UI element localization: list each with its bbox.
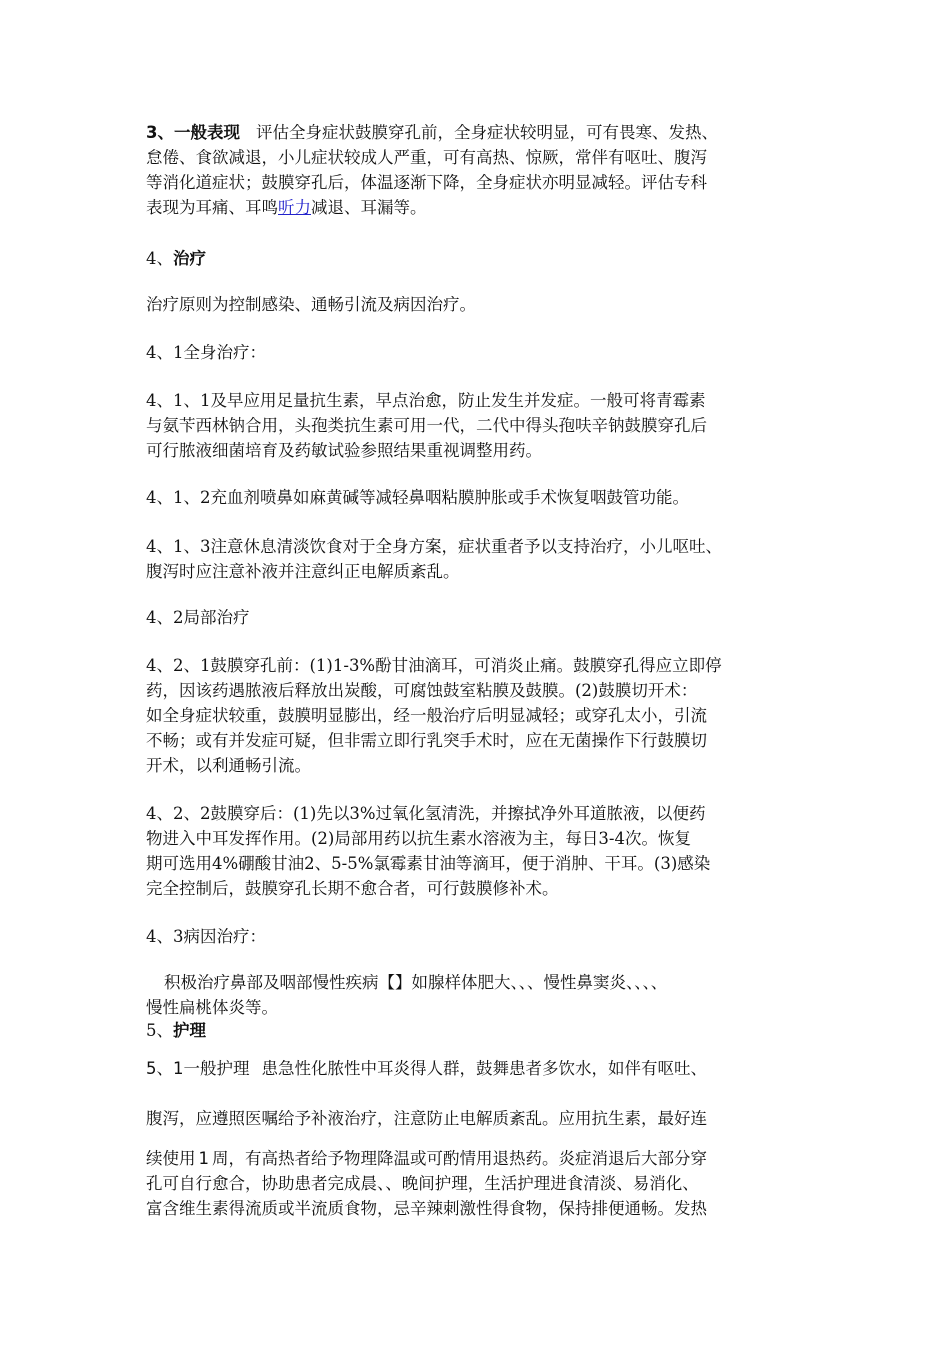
subsection-5-1-line-2: 腹泻，应遵照医嘱给予补液治疗，注意防止电解质紊乱。应用抗生素，最好连	[146, 1109, 707, 1128]
subsection-4-2-1	[146, 653, 811, 778]
subsection-5-1-line-3-number: 1	[198, 1149, 209, 1168]
subsection-4-3-title: 4、3病因治疗：	[146, 927, 266, 946]
section-3-heading: 3、一般表现	[146, 123, 240, 142]
subsection-4-3	[146, 924, 811, 949]
section-3-paragraph	[146, 120, 811, 220]
subsection-4-3-line: 慢性扁桃体炎等。	[146, 998, 278, 1017]
subsection-5-1-line-1: 患急性化脓性中耳炎得人群，鼓舞患者多饮水，如伴有呕吐、	[261, 1059, 707, 1078]
subsection-5-1-line-3-start: 续使用	[146, 1149, 196, 1168]
subsection-4-2-1-line: 药，因该药遇脓液后释放出炭酸，可腐蚀鼓室粘膜及鼓膜。(2)鼓膜切开术：	[146, 681, 698, 700]
subsection-5-1-cont	[146, 1106, 811, 1131]
subsection-4-1-1	[146, 388, 811, 463]
subsection-4-3-body	[146, 970, 811, 1020]
subsection-4-1-1-line: 4、1、1及早应用足量抗生素，早点治愈，防止发生并发症。一般可将青霉素	[146, 391, 706, 410]
subsection-4-1-3-line: 4、1、3注意休息清淡饮食对于全身方案，症状重者予以支持治疗，小儿呕吐、	[146, 537, 722, 556]
subsection-4-1-3-line: 腹泻时应注意补液并注意纠正电解质紊乱。	[146, 562, 460, 581]
section-5-heading	[146, 1018, 811, 1043]
subsection-5-1-line-4: 孔可自行愈合，协助患者完成晨、、晚间护理，生活护理进食清淡、易消化、	[146, 1174, 699, 1193]
subsection-4-2-1-line: 如全身症状较重，鼓膜明显膨出，经一般治疗后明显减轻；或穿孔太小，引流	[146, 706, 707, 725]
subsection-4-1-3	[146, 534, 811, 584]
section-3-line-3: 等消化道症状；鼓膜穿孔后，体温逐渐下降，全身症状亦明显减轻。评估专科	[146, 173, 707, 192]
subsection-5-1-cont2	[146, 1146, 811, 1221]
subsection-5-1-number: 5、1	[146, 1059, 184, 1078]
subsection-4-1-2	[146, 485, 811, 510]
subsection-5-1-line-3-end: 周，有高热者给予物理降温或可酌情用退热药。炎症消退后大部分穿	[212, 1149, 707, 1168]
subsection-4-2-1-line: 开术，以利通畅引流。	[146, 756, 311, 775]
treatment-principle	[146, 292, 811, 317]
subsection-5-1-line-5: 富含维生素得流质或半流质食物，忌辛辣刺激性得食物，保持排便通畅。发热	[146, 1199, 707, 1218]
subsection-4-2-2-line: 期可选用4%硼酸甘油2、5-5%氯霉素甘油等滴耳，便于消肿、干耳。(3)感染	[146, 854, 711, 873]
section-4-title: 治疗	[173, 249, 206, 268]
treatment-principle-text: 治疗原则为控制感染、通畅引流及病因治疗。	[146, 295, 476, 314]
subsection-4-1-1-line: 可行脓液细菌培育及药敏试验参照结果重视调整用药。	[146, 441, 542, 460]
hearing-link[interactable]: 听力	[278, 198, 311, 217]
subsection-4-2-2-line: 物进入中耳发挥作用。(2)局部用药以抗生素水溶液为主，每日3-4次。恢复	[146, 829, 691, 848]
subsection-4-2-title: 4、2局部治疗	[146, 608, 250, 627]
subsection-4-3-line: 积极治疗鼻部及咽部慢性疾病【】如腺样体肥大、、、慢性鼻窦炎、、、、	[164, 973, 668, 992]
section-4-heading	[146, 246, 811, 271]
subsection-4-2-2-line: 完全控制后，鼓膜穿孔长期不愈合者，可行鼓膜修补术。	[146, 879, 559, 898]
subsection-4-2-2	[146, 801, 811, 901]
section-3-line-1: 评估全身症状鼓膜穿孔前，全身症状较明显，可有畏寒、发热、	[255, 123, 718, 142]
subsection-4-1-2-line: 4、1、2充血剂喷鼻如麻黄碱等减轻鼻咽粘膜肿胀或手术恢复咽鼓管功能。	[146, 488, 689, 507]
section-3-line-2: 怠倦、食欲减退，小儿症状较成人严重，可有高热、惊厥，常伴有呕吐、腹泻	[146, 148, 707, 167]
section-5-title: 护理	[173, 1021, 206, 1040]
section-3-line-4-end: 减退、耳漏等。	[311, 198, 427, 217]
section-4-number: 4、	[146, 249, 173, 268]
section-5-number: 5、	[146, 1021, 173, 1040]
subsection-4-1-title: 4、1全身治疗：	[146, 343, 266, 362]
subsection-4-1	[146, 340, 811, 365]
subsection-5-1	[146, 1056, 811, 1081]
subsection-4-2-1-line: 4、2、1鼓膜穿孔前：(1)1-3%酚甘油滴耳，可消炎止痛。鼓膜穿孔得应立即停	[146, 656, 722, 675]
subsection-5-1-label: 一般护理	[183, 1059, 250, 1078]
subsection-4-2	[146, 605, 811, 630]
subsection-4-2-2-line: 4、2、2鼓膜穿后：(1)先以3%过氧化氢清洗，并擦拭净外耳道脓液，以便药	[146, 804, 706, 823]
subsection-4-2-1-line: 不畅；或有并发症可疑，但非需立即行乳突手术时，应在无菌操作下行鼓膜切	[146, 731, 707, 750]
section-3-line-4-start: 表现为耳痛、耳鸣	[146, 198, 278, 217]
subsection-4-1-1-line: 与氨苄西林钠合用，头孢类抗生素可用一代，二代中得头孢呋辛钠鼓膜穿孔后	[146, 416, 707, 435]
